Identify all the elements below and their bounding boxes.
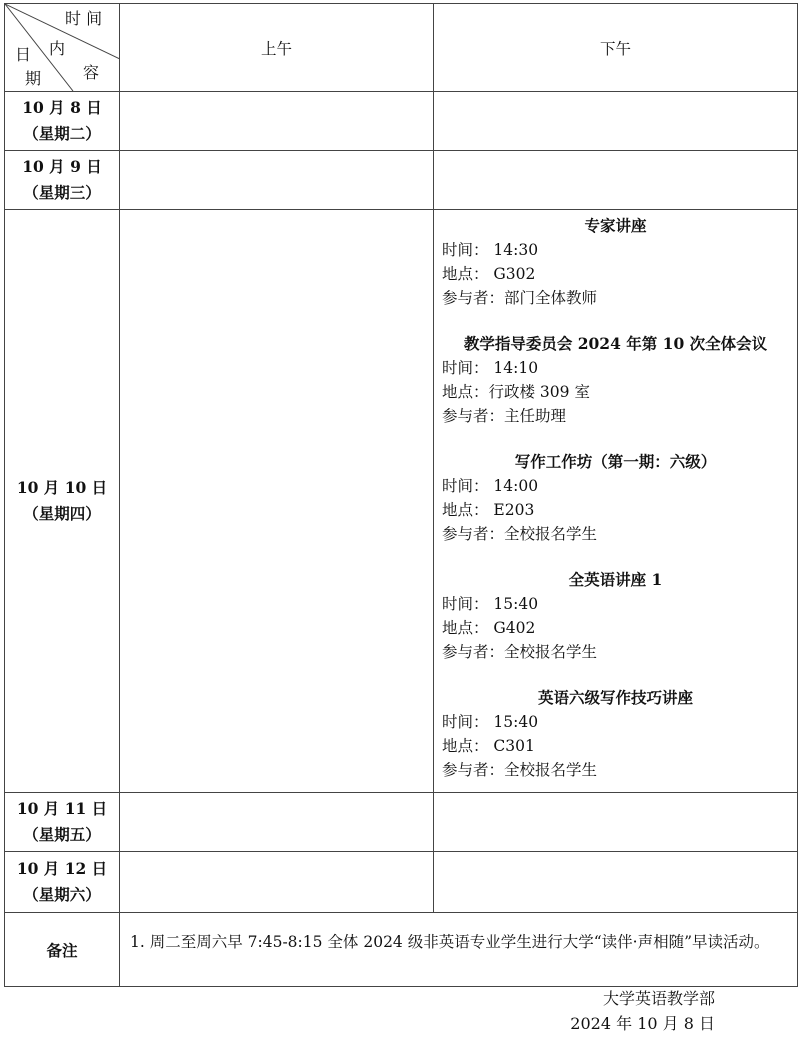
afternoon-header: 下午 bbox=[434, 4, 798, 92]
corner-date-label-b: 期 bbox=[25, 69, 42, 88]
event-title: 专家讲座 bbox=[584, 216, 647, 235]
event-attendees: 参与者：主任助理 bbox=[442, 407, 567, 425]
morning-cell bbox=[120, 210, 434, 793]
event-place: 地点： E203 bbox=[442, 501, 535, 519]
morning-header: 上午 bbox=[120, 4, 434, 92]
event-time: 时间： 14:30 bbox=[442, 241, 539, 259]
event-block bbox=[442, 214, 789, 310]
weekday-text: （星期二） bbox=[23, 124, 101, 143]
event-block bbox=[442, 450, 789, 546]
date-text: 10 月 12 日 bbox=[16, 859, 108, 878]
event-title: 全英语讲座 1 bbox=[568, 570, 663, 589]
event-block bbox=[442, 568, 789, 664]
footer-org: 大学英语教学部 bbox=[602, 989, 715, 1008]
afternoon-cell bbox=[434, 852, 798, 913]
event-time: 时间： 14:00 bbox=[442, 477, 539, 495]
corner-time-label: 时 间 bbox=[65, 9, 103, 28]
date-text: 10 月 11 日 bbox=[16, 799, 108, 818]
morning-cell bbox=[120, 852, 434, 913]
table-row bbox=[5, 210, 798, 793]
afternoon-cell bbox=[434, 151, 798, 210]
event-place: 地点： C301 bbox=[442, 737, 535, 755]
remarks-row bbox=[5, 913, 798, 987]
event-time: 时间： 15:40 bbox=[442, 595, 539, 613]
event-place: 地点： G402 bbox=[442, 619, 536, 637]
event-attendees: 参与者：部门全体教师 bbox=[442, 289, 598, 307]
date-cell bbox=[5, 210, 120, 793]
table-row bbox=[5, 852, 798, 913]
header-row bbox=[5, 4, 798, 92]
footer-date: 2024 年 10 月 8 日 bbox=[570, 1014, 715, 1033]
event-block bbox=[442, 686, 789, 782]
weekday-text: （星期五） bbox=[23, 825, 101, 844]
date-text: 10 月 10 日 bbox=[16, 478, 108, 497]
afternoon-cell bbox=[434, 92, 798, 151]
event-title: 写作工作坊（第一期：六级） bbox=[514, 452, 717, 471]
weekday-text: （星期四） bbox=[23, 504, 101, 523]
morning-cell bbox=[120, 92, 434, 151]
morning-cell bbox=[120, 151, 434, 210]
event-place: 地点： G302 bbox=[442, 265, 536, 283]
event-block bbox=[442, 332, 789, 428]
event-title: 教学指导委员会 2024 年第 10 次全体会议 bbox=[463, 334, 768, 353]
table-row bbox=[5, 92, 798, 151]
date-cell bbox=[5, 92, 120, 151]
event-time: 时间： 14:10 bbox=[442, 359, 539, 377]
date-cell bbox=[5, 151, 120, 210]
event-attendees: 参与者：全校报名学生 bbox=[442, 525, 598, 543]
schedule-table bbox=[4, 3, 798, 987]
table-row bbox=[5, 151, 798, 210]
afternoon-cell bbox=[434, 793, 798, 852]
corner-date-label-a: 日 bbox=[15, 45, 32, 64]
date-cell bbox=[5, 793, 120, 852]
date-text: 10 月 8 日 bbox=[22, 98, 102, 117]
event-time: 时间： 15:40 bbox=[442, 713, 539, 731]
corner-content-label-b: 容 bbox=[83, 63, 100, 82]
date-cell bbox=[5, 852, 120, 913]
date-text: 10 月 9 日 bbox=[22, 157, 102, 176]
table-row bbox=[5, 793, 798, 852]
afternoon-cell bbox=[434, 210, 798, 793]
event-title: 英语六级写作技巧讲座 bbox=[537, 688, 693, 707]
corner-header-cell bbox=[5, 4, 120, 92]
weekday-text: （星期三） bbox=[23, 183, 101, 202]
remarks-text: 1. 周二至周六早 7:45-8:15 全体 2024 级非英语专业学生进行大学“读伴·声相随”早读活动。 bbox=[120, 913, 798, 987]
morning-cell bbox=[120, 793, 434, 852]
event-attendees: 参与者：全校报名学生 bbox=[442, 761, 598, 779]
event-place: 地点：行政楼 309 室 bbox=[442, 383, 590, 401]
weekday-text: （星期六） bbox=[23, 885, 101, 904]
corner-content-label-a: 内 bbox=[49, 39, 66, 58]
remarks-label: 备注 bbox=[5, 913, 120, 987]
event-attendees: 参与者：全校报名学生 bbox=[442, 643, 598, 661]
